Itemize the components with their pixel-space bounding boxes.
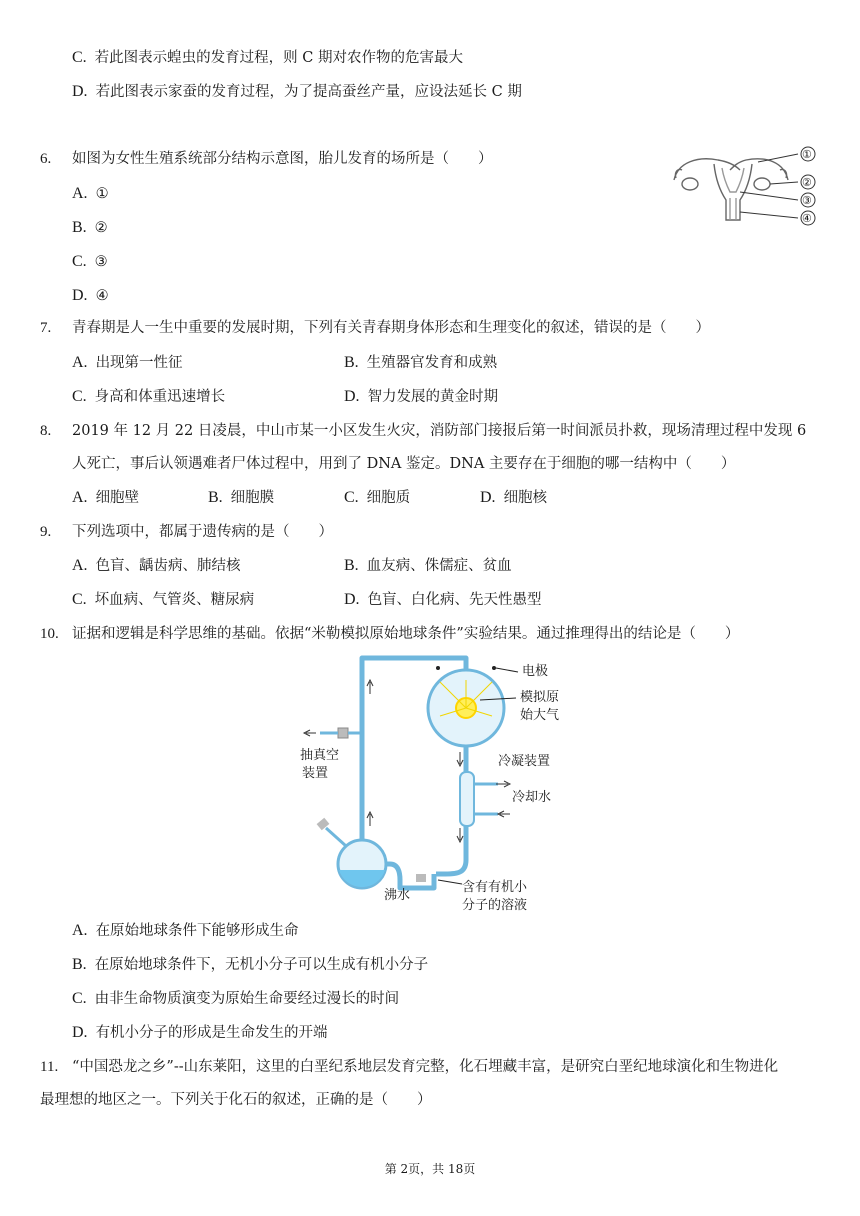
question-number: 8. (40, 423, 52, 439)
solution-label-1: 含有有机小 (462, 880, 528, 895)
question-stem: 2019 年 12 月 22 日凌晨，中山市某一小区发生火灾，消防部门接报后第一时间派员扑救，现场清理过程中发现 6 (72, 423, 807, 439)
option-letter: D. (72, 287, 88, 304)
option-text: 坏血病、气管炎、糖尿病 (94, 592, 255, 608)
q8-stem-line-1 (40, 421, 806, 441)
boiling-water-label: 沸水 (384, 888, 411, 903)
electrode-label: 电极 (522, 664, 549, 679)
q9-option-a (72, 556, 241, 576)
question-number: 9. (40, 524, 52, 540)
option-text: 出现第一性征 (95, 355, 183, 371)
q10-option-b (72, 955, 428, 975)
q6-option-d (72, 286, 109, 306)
question-number: 6. (40, 151, 52, 167)
q6-option-a (72, 184, 109, 204)
question-number: 7. (40, 320, 52, 336)
question-stem: 如图为女性生殖系统部分结构示意图，胎儿发育的场所是（ ） (72, 151, 493, 167)
q8-stem-line-2: 人死亡，事后认领遇难者尸体过程中，用到了 DNA 鉴定。DNA 主要存在于细胞的哪一结构中（ ） (72, 456, 736, 472)
q7-option-a (72, 353, 183, 373)
vacuum-label-2: 装置 (302, 766, 329, 781)
q6-stem-line (40, 149, 493, 169)
figure-label-3: ③ (802, 194, 812, 207)
option-text: ④ (95, 288, 109, 304)
condenser-jacket (460, 772, 474, 826)
q8-option-a (72, 488, 139, 508)
q9-option-d (344, 590, 542, 610)
q9-option-c (72, 590, 254, 610)
option-letter: B. (344, 354, 359, 371)
q10-option-c (72, 989, 399, 1009)
option-text: 生殖器官发育和成熟 (366, 355, 498, 371)
condenser-label: 冷凝装置 (498, 754, 551, 769)
option-letter: B. (72, 219, 87, 236)
question-number: 10. (40, 626, 59, 642)
q9-option-b (344, 556, 512, 576)
figure-label-4: ④ (802, 212, 812, 225)
atmosphere-label-2: 始大气 (520, 708, 560, 723)
option-letter: A. (72, 185, 88, 202)
option-letter: A. (72, 557, 88, 574)
option-text: 细胞质 (366, 490, 411, 506)
q6-option-c (72, 252, 108, 272)
option-letter: C. (72, 388, 87, 405)
option-letter: D. (72, 1024, 88, 1041)
q7-option-d (344, 387, 498, 407)
right-ovary (754, 178, 770, 190)
option-letter: B. (344, 557, 359, 574)
option-text: ② (94, 220, 108, 236)
page-footer: 第 2页，共 18页 (384, 1162, 476, 1176)
atmosphere-label-1: 模拟原 (520, 690, 560, 705)
q6-option-b (72, 218, 108, 238)
option-letter: C. (72, 591, 87, 608)
option-text: 在原始地球条件下，无机小分子可以生成有机小分子 (94, 957, 429, 973)
q11-stem-line-1 (40, 1057, 778, 1077)
question-number: 11. (40, 1059, 59, 1075)
option-letter: C. (72, 253, 87, 270)
option-letter: D. (344, 591, 360, 608)
option-text: 细胞壁 (95, 490, 140, 506)
q5-option-c (72, 48, 463, 68)
option-text: 血友病、侏儒症、贫血 (366, 558, 512, 574)
cooling-water-label: 冷却水 (512, 790, 552, 805)
question-stem: 青春期是人一生中重要的发展时期，下列有关青春期身体形态和生理变化的叙述，错误的是（ ） (72, 320, 710, 336)
option-text: 身高和体重迅速增长 (94, 389, 226, 405)
figure-label-1: ① (802, 148, 812, 161)
option-text: 若此图表示家蚕的发育过程，为了提高蚕丝产量，应设法延长 C 期 (95, 84, 522, 100)
figure-label-2: ② (802, 176, 812, 189)
solution-label-2: 分子的溶液 (462, 898, 528, 913)
option-letter: C. (72, 49, 87, 66)
q7-option-c (72, 387, 225, 407)
option-letter: A. (72, 922, 88, 939)
q7-option-b (344, 353, 497, 373)
female-reproductive-diagram (668, 142, 820, 228)
q7-stem-line (40, 318, 710, 338)
q5-option-d (72, 82, 522, 102)
vacuum-label-1: 抽真空 (300, 748, 340, 763)
question-stem: 下列选项中，都属于遗传病的是（ ） (72, 524, 333, 540)
option-text: 智力发展的黄金时期 (367, 389, 499, 405)
q10-stem-line (40, 624, 739, 644)
option-text: ① (95, 186, 109, 202)
option-letter: A. (72, 354, 88, 371)
option-letter: D. (72, 83, 88, 100)
option-text: 若此图表示蝗虫的发育过程，则 C 期对农作物的危害最大 (94, 50, 463, 66)
option-text: 色盲、白化病、先天性愚型 (367, 592, 542, 608)
option-letter: B. (208, 489, 223, 506)
option-letter: C. (72, 990, 87, 1007)
q11-stem-line-2: 最理想的地区之一。下列关于化石的叙述，正确的是（ ） (40, 1092, 432, 1108)
q8-option-b (208, 488, 274, 508)
option-text: 在原始地球条件下能够形成生命 (95, 923, 299, 939)
option-letter: C. (344, 489, 359, 506)
option-text: ③ (94, 254, 108, 270)
q10-option-a (72, 921, 299, 941)
option-letter: A. (72, 489, 88, 506)
option-letter: D. (480, 489, 496, 506)
question-stem: 证据和逻辑是科学思维的基础。依据“米勒模拟原始地球条件”实验结果。通过推理得出的结论是（ ） (72, 626, 740, 642)
option-text: 细胞膜 (230, 490, 275, 506)
option-letter: B. (72, 956, 87, 973)
option-text: 有机小分子的形成是生命发生的开端 (95, 1025, 328, 1041)
q9-stem-line (40, 522, 333, 542)
q10-option-d (72, 1023, 328, 1043)
option-letter: D. (344, 388, 360, 405)
option-text: 色盲、龋齿病、肺结核 (95, 558, 241, 574)
option-text: 由非生命物质演变为原始生命要经过漫长的时间 (94, 991, 400, 1007)
q8-option-d (480, 488, 547, 508)
option-text: 细胞核 (503, 490, 548, 506)
left-ovary (682, 178, 698, 190)
question-stem: “中国恐龙之乡”--山东莱阳，这里的白垩纪系地层发育完整，化石埋藏丰富，是研究白垩纪地球演化和生物进化 (72, 1059, 779, 1075)
q8-option-c (344, 488, 410, 508)
